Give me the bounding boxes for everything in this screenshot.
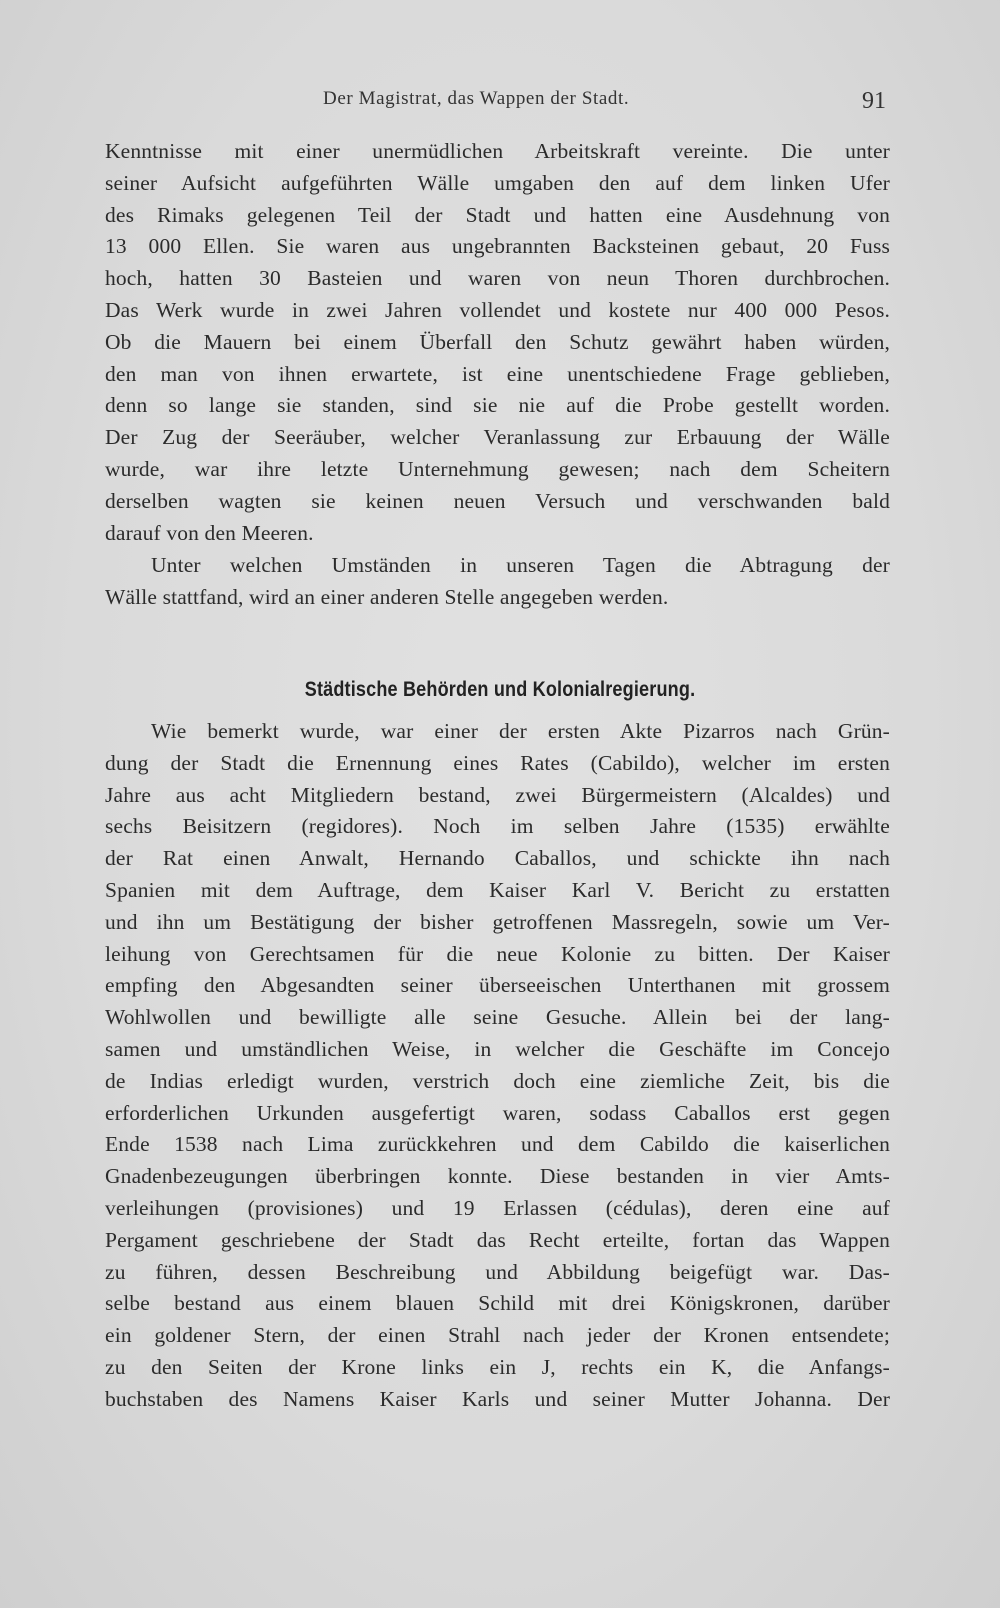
text-line: derselben wagten sie keinen neuen Versuch und verschwanden bald [105,488,890,513]
paragraph-city-authorities [105,716,890,1416]
page-number: 91 [862,88,886,114]
text-line: Der Zug der Seeräuber, welcher Veranlassung zur Erbauung der Wälle [105,425,890,450]
text-line: de Indias erledigt wurden, verstrich doch eine ziemliche Zeit, bis die [105,1068,890,1093]
text-line: Ende 1538 nach Lima zurückkehren und dem Cabildo die kaiserlichen [105,1132,890,1157]
section-heading: Städtische Behörden und Kolonialregierung. [304,678,696,701]
text-line: des Rimaks gelegenen Teil der Stadt und hatten eine Ausdehnung von [105,202,890,227]
text-line: Pergament geschriebene der Stadt das Recht erteilte, fortan das Wappen [105,1227,890,1252]
text-line: denn so lange sie standen, sind sie nie auf die Probe gestellt worden. [105,393,890,418]
text-line: Spanien mit dem Auftrage, dem Kaiser Karl V. Bericht zu erstatten [105,877,890,902]
text-line: zu führen, dessen Beschreibung und Abbildung beigefügt war. Das- [105,1259,890,1284]
text-line: ein goldener Stern, der einen Strahl nach jeder der Kronen entsendete; [105,1323,890,1348]
text-line: Das Werk wurde in zwei Jahren vollendet und kostete nur 400 000 Pesos. [105,297,890,322]
text-line: hoch, hatten 30 Basteien und waren von neun Thoren durchbrochen. [105,266,890,291]
text-line: buchstaben des Namens Kaiser Karls und seiner Mutter Johanna. Der [105,1386,890,1411]
text-line: Kenntnisse mit einer unermüdlichen Arbeitskraft vereinte. Die unter [105,139,890,163]
running-title: Der Magistrat, das Wappen der Stadt. [323,88,630,109]
text-line: empfing den Abgesandten seiner überseeischen Unterthanen mit grossem [105,973,890,998]
text-line: sechs Beisitzern (regidores). Noch im selben Jahre (1535) erwählte [105,814,890,839]
text-line: Wie bemerkt wurde, war einer der ersten Akte Pizarros nach Grün- [151,719,890,743]
text-line: verleihungen (provisiones) und 19 Erlassen (cédulas), deren eine auf [105,1195,890,1220]
text-line: seiner Aufsicht aufgeführten Wälle umgaben den auf dem linken Ufer [105,170,890,195]
text-line: leihung von Gerechtsamen für die neue Kolonie zu bitten. Der Kaiser [105,941,890,966]
paragraph-walls-description [105,136,890,549]
text-line: samen und umständlichen Weise, in welcher die Geschäfte im Concejo [105,1036,890,1061]
text-line: erforderlichen Urkunden ausgefertigt waren, sodass Caballos erst gegen [105,1100,890,1125]
text-line: Jahre aus acht Mitgliedern bestand, zwei Bürgermeistern (Alcaldes) und [105,782,890,807]
text-line: 13 000 Ellen. Sie waren aus ungebrannten Backsteinen gebaut, 20 Fuss [105,234,890,259]
text-line: Wohlwollen und bewilligte alle seine Gesuche. Allein bei der lang- [105,1005,890,1030]
text-line: und ihn um Bestätigung der bisher getroffenen Massregeln, sowie um Ver- [105,909,890,934]
text-line: darauf von den Meeren. [105,520,314,545]
text-line: dung der Stadt die Ernennung eines Rates (Cabildo), welcher im ersten [105,750,890,775]
running-head [0,86,1000,116]
paragraph-walls-removal [105,550,890,614]
text-line: selbe bestand aus einem blauen Schild mit drei Königskronen, darüber [105,1291,890,1316]
text-line: Wälle stattfand, wird an einer anderen Stelle angegeben werden. [105,584,669,609]
text-line: zu den Seiten der Krone links ein J, rechts ein K, die Anfangs- [105,1354,890,1379]
text-line: Ob die Mauern bei einem Überfall den Schutz gewährt haben würden, [105,329,890,354]
text-line: Gnadenbezeugungen überbringen konnte. Diese bestanden in vier Amts- [105,1164,890,1189]
text-line: den man von ihnen erwartete, ist eine unentschiedene Frage geblieben, [105,361,890,386]
text-line: wurde, war ihre letzte Unternehmung gewesen; nach dem Scheitern [105,456,890,481]
text-line: der Rat einen Anwalt, Hernando Caballos, und schickte ihn nach [105,846,890,871]
text-line: Unter welchen Umständen in unseren Tagen die Abtragung der [151,553,890,577]
